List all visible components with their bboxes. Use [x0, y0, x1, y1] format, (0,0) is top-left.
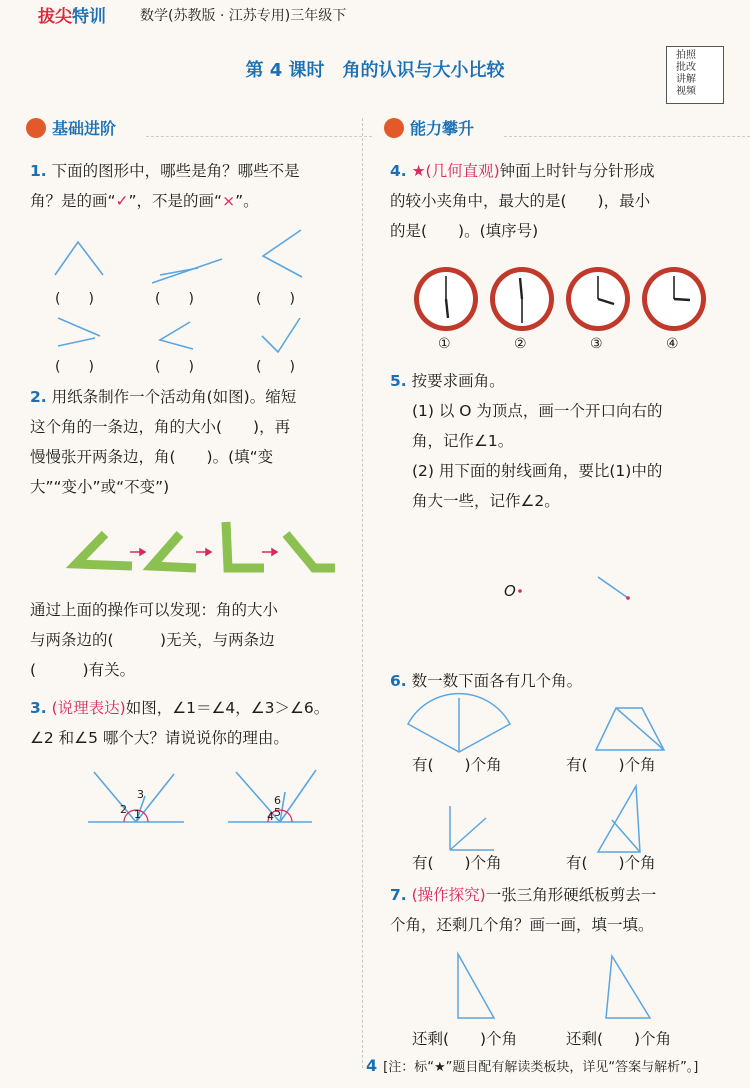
q5-line: 角大一些，记作∠2。	[412, 492, 560, 510]
question-number: 1.	[30, 162, 47, 180]
answer-blank[interactable]: ( )	[256, 359, 295, 375]
angle-label: 6	[274, 794, 281, 807]
point-o-label: O	[504, 582, 516, 600]
angle-label: 4	[267, 810, 274, 823]
question-tag: (说理表达)	[51, 699, 126, 717]
question-number: 4.	[390, 162, 407, 180]
answer-blank[interactable]: 有( )个角	[566, 854, 656, 872]
question-number: 7.	[390, 886, 407, 904]
question-number: 2.	[30, 388, 47, 406]
question-number: 3.	[30, 699, 47, 717]
angle-label: 5	[274, 806, 281, 819]
answer-blank[interactable]: ( )	[155, 291, 194, 307]
section-title: 基础进阶	[52, 119, 117, 138]
answer-blank[interactable]: 还剩( )个角	[412, 1030, 518, 1048]
q5-line: (2) 用下面的射线画角，要比(1)中的	[412, 462, 663, 480]
q5-line: (1) 以 O 为顶点，画一个开口向右的	[412, 402, 663, 420]
answer-blank[interactable]: ( )	[55, 359, 94, 375]
answer-blank[interactable]: 有( )个角	[412, 854, 502, 872]
brand-main: 拔尖	[38, 7, 72, 27]
q2-line: 通过上面的操作可以发现：角的大小	[30, 601, 279, 619]
q2-line: 这个角的一条边，角的大小( )，再	[30, 418, 291, 436]
q7-line: 个角，还剩几个角？画一画，填一填。	[390, 916, 654, 934]
angle-label: 3	[137, 788, 144, 801]
lesson-title: 第 4 课时 角的认识与大小比较	[245, 60, 505, 81]
answer-blank[interactable]: ( )	[155, 359, 194, 375]
answer-blank[interactable]: 还剩( )个角	[566, 1030, 672, 1048]
q2-line: 与两条边的( )无关，与两条边	[30, 631, 275, 649]
angle-label: 2	[120, 803, 127, 816]
clock-label: ④	[666, 336, 679, 352]
q6-title: 数一数下面各有几个角。	[411, 672, 583, 690]
clock-label: ②	[514, 336, 527, 352]
star-icon: ★	[411, 162, 426, 180]
section-title: 能力攀升	[410, 119, 475, 138]
question-number: 5.	[390, 372, 407, 390]
question-tag: (几何直观)	[425, 162, 500, 180]
q5-line: 角，记作∠1。	[412, 432, 514, 450]
q7-text: 一张三角形硬纸板剪去一	[485, 886, 657, 904]
q2-line: ( )有关。	[30, 661, 136, 679]
book-info: 数学(苏教版 · 江苏专用)三年级下	[140, 8, 347, 24]
angle-label: 1	[134, 808, 141, 821]
q2-line: 慢慢张开两条边，角( )。(填“变	[30, 448, 274, 466]
qr-label: 拍照	[676, 50, 696, 61]
footer-note: [注：标“★”题目配有解读类板块，详见“答案与解析”。]	[383, 1060, 699, 1075]
question-number: 6.	[390, 672, 407, 690]
q3-text: 如图，∠1＝∠4，∠3＞∠6。	[125, 699, 330, 717]
q4-text: 钟面上时针与分针形成	[499, 162, 655, 180]
q4-line: 的较小夹角中，最大的是( )，最小	[390, 192, 651, 210]
qr-label: 视频	[676, 86, 696, 97]
page-footer	[366, 1056, 698, 1075]
q2-line: 大”“变小”或“不变”)	[30, 478, 170, 496]
q1-text: ”，不是的画“	[128, 192, 223, 210]
q5-title: 按要求画角。	[411, 372, 505, 390]
q3-line: ∠2 和∠5 哪个大？请说说你的理由。	[30, 729, 289, 747]
clock-label: ③	[590, 336, 603, 352]
qr-label: 批改	[676, 62, 696, 73]
clock-label: ①	[438, 336, 451, 352]
q4-line: 的是( )。(填序号)	[390, 222, 539, 240]
answer-blank[interactable]: 有( )个角	[566, 756, 656, 774]
check-icon: ✓	[115, 192, 129, 210]
answer-blank[interactable]: ( )	[55, 291, 94, 307]
q1-text: 下面的图形中，哪些是角？哪些不是	[51, 162, 300, 180]
q2-text: 用纸条制作一个活动角(如图)。缩短	[51, 388, 297, 406]
cross-icon: ×	[222, 192, 236, 210]
q1-text: ”。	[235, 192, 259, 210]
brand-sub: 特训	[72, 7, 106, 27]
qr-label: 讲解	[676, 74, 696, 85]
answer-blank[interactable]: ( )	[256, 291, 295, 307]
question-tag: (操作探究)	[411, 886, 486, 904]
page-number: 4	[366, 1056, 378, 1075]
q1-text: 角？是的画“	[30, 192, 116, 210]
answer-blank[interactable]: 有( )个角	[412, 756, 502, 774]
